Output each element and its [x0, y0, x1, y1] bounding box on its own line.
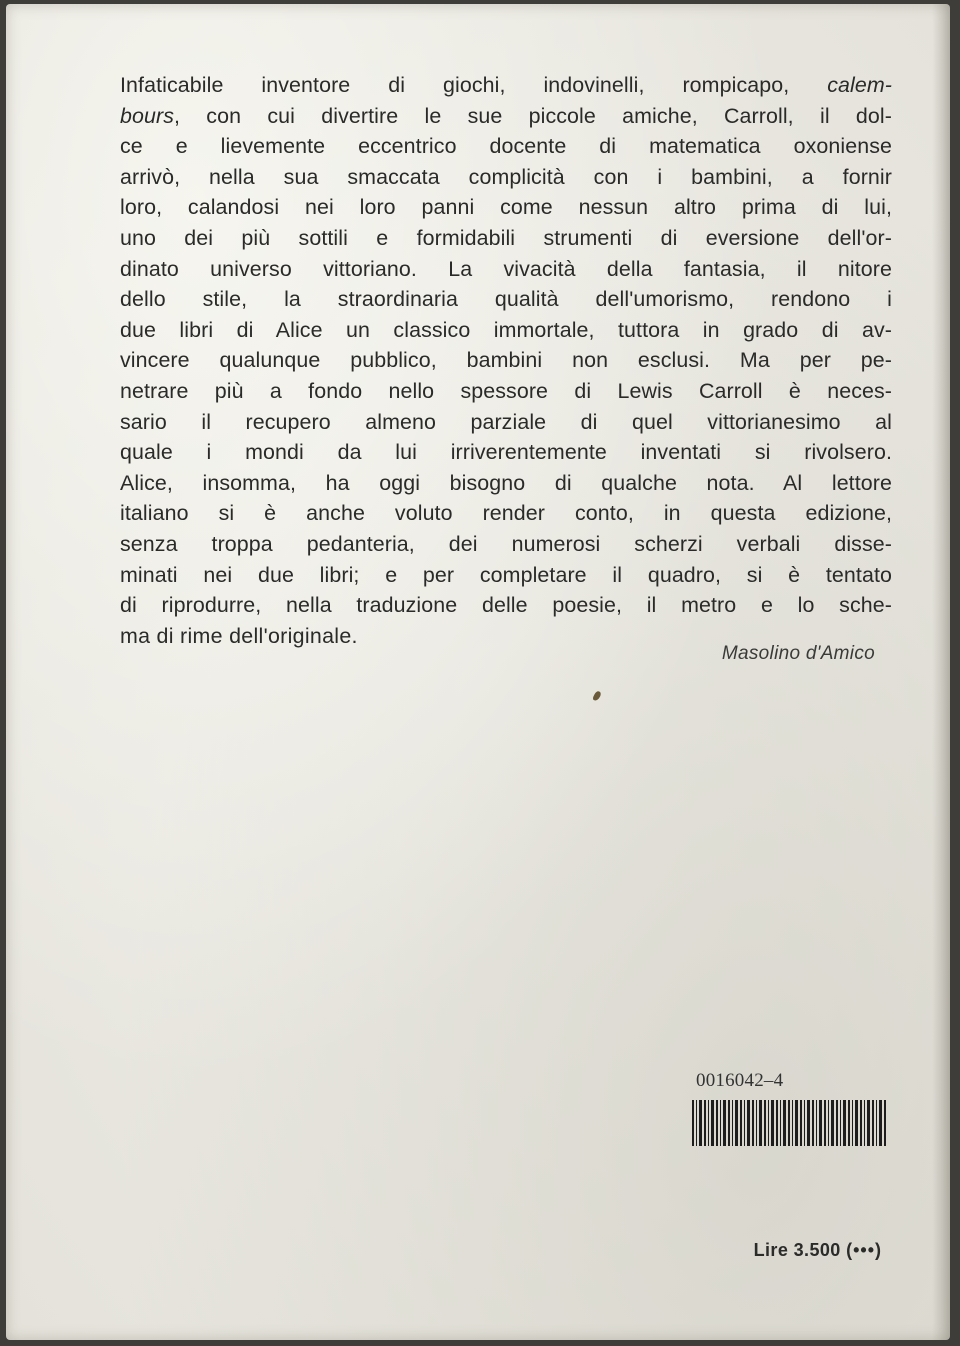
blurb-line: italiano si è anche voluto render conto, in questa edizione, — [120, 501, 892, 526]
blurb-line: sario il recupero almeno parziale di quel vittorianesimo al — [120, 409, 892, 434]
blurb-line: Infaticabile inventore di giochi, indovinelli, rompicapo, calem- — [120, 73, 892, 97]
book-back-cover — [6, 4, 950, 1340]
blurb-line: dinato universo vittoriano. La vivacità della fantasia, il nitore — [120, 256, 892, 281]
barcode — [692, 1100, 888, 1146]
blurb-line: uno dei più sottili e formidabili strumenti di eversione dell'or- — [120, 225, 892, 250]
blurb-line: vincere qualunque pubblico, bambini non esclusi. Ma per pe- — [120, 348, 892, 373]
blurb-line: dello stile, la straordinaria qualità dell'umorismo, rendono i — [120, 287, 892, 312]
catalog-number: 0016042–4 — [696, 1070, 784, 1091]
blurb-line: loro, calandosi nei loro panni come nessun altro prima di lui, — [120, 195, 892, 220]
blurb-line: Alice, insomma, ha oggi bisogno di qualche nota. Al lettore — [120, 470, 892, 495]
blurb-line: di riprodurre, nella traduzione delle poesie, il metro e lo sche- — [120, 593, 892, 618]
price-label — [754, 1240, 882, 1261]
price-marker: (•••) — [846, 1240, 882, 1260]
blurb-line: quale i mondi da lui irriverentemente inventati si rivolsero. — [120, 440, 892, 465]
blurb-line: due libri di Alice un classico immortale, tuttora in grado di av- — [120, 317, 892, 342]
price-value: Lire 3.500 — [753, 1240, 841, 1260]
blurb-text — [120, 70, 892, 651]
blurb-line: ce e lievemente eccentrico docente di matematica oxoniense — [120, 134, 892, 159]
blurb-line: netrare più a fondo nello spessore di Lewis Carroll è neces- — [120, 378, 892, 403]
blurb-line: bours, con cui divertire le sue piccole amiche, Carroll, il dol- — [120, 103, 892, 128]
author-signature: Masolino d'Amico — [721, 643, 875, 664]
blurb-line: senza troppa pedanteria, dei numerosi scherzi verbali disse- — [120, 531, 892, 556]
blurb-line: ma di rime dell'originale. — [120, 623, 358, 648]
cover-edge-shadow — [932, 4, 950, 1340]
blurb-line: arrivò, nella sua smaccata complicità con i bambini, a fornir — [120, 164, 892, 189]
paper-speck — [592, 690, 602, 702]
blurb-line: minati nei due libri; e per completare il quadro, si è tentato — [120, 562, 892, 587]
